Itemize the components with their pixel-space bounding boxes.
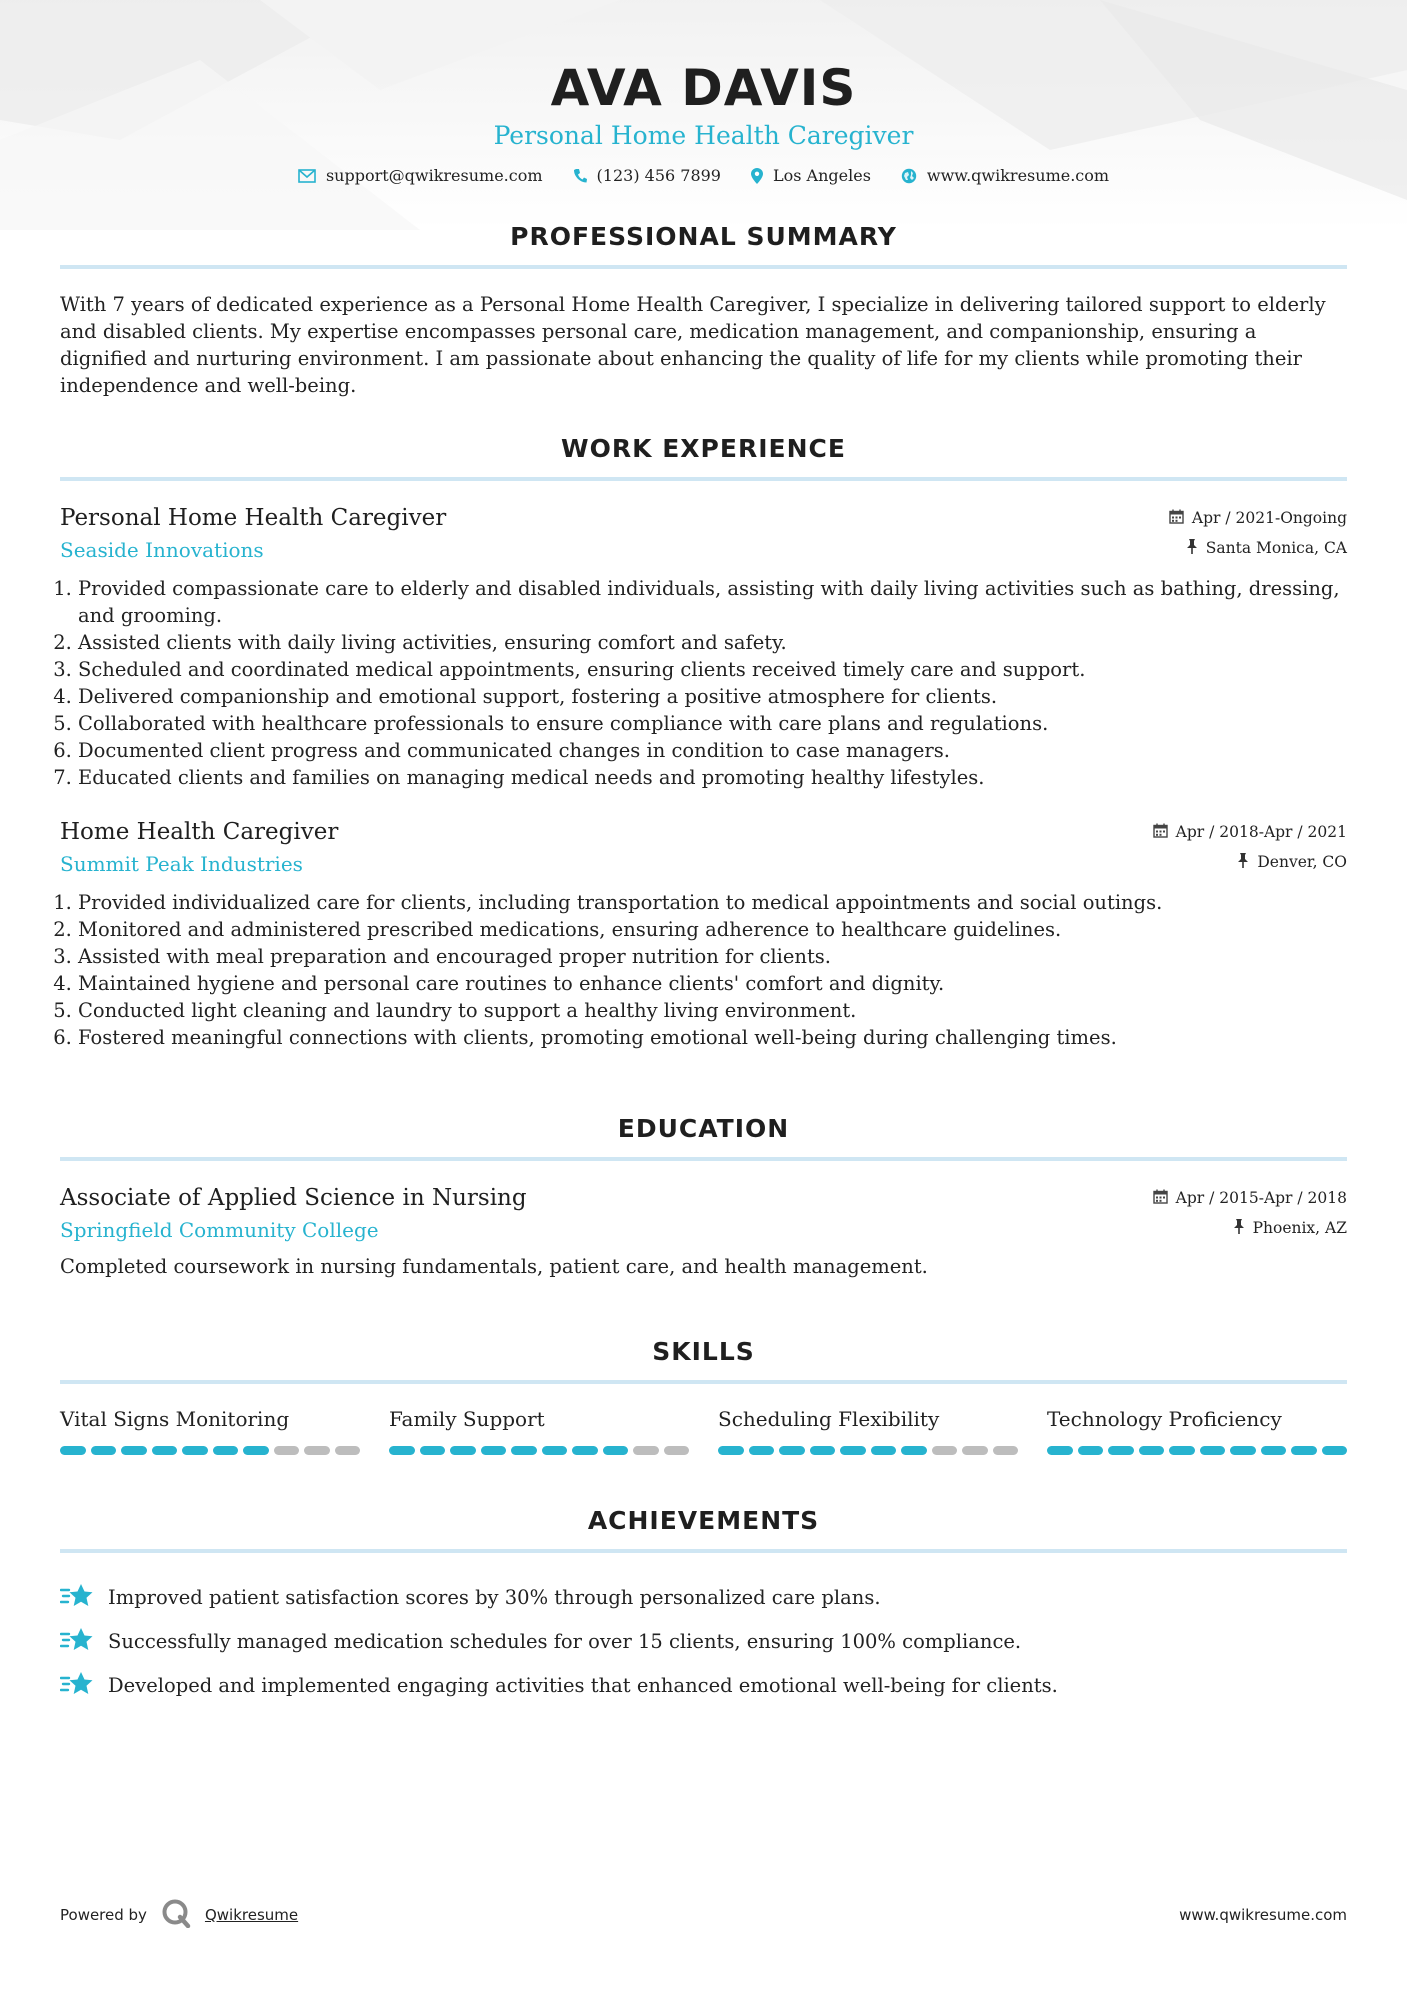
skill-segment-empty — [993, 1446, 1019, 1455]
skill-segment-filled — [243, 1446, 269, 1455]
star-icon — [60, 1582, 94, 1613]
list-item: 7. Educated clients and families on managing medical needs and promoting healthy lifestyles. — [78, 764, 1347, 791]
skill-level-bar — [718, 1446, 1018, 1455]
skill-segment-filled — [779, 1446, 805, 1455]
achievement-text: Improved patient satisfaction scores by 30% through personalized care plans. — [108, 1585, 881, 1609]
skill-segment-filled — [1108, 1446, 1134, 1455]
skill-item — [389, 1404, 689, 1455]
skill-segment-filled — [901, 1446, 927, 1455]
list-item: 3. Assisted with meal preparation and encouraged proper nutrition for clients. — [78, 943, 1347, 970]
school-name: Springfield Community College — [60, 1218, 379, 1242]
contact-location — [751, 166, 871, 185]
contact-bar — [60, 166, 1347, 185]
skill-segment-filled — [481, 1446, 507, 1455]
achievements-section — [60, 1505, 1347, 1707]
job-title: Home Health Caregiver — [60, 819, 339, 845]
skill-segment-filled — [1169, 1446, 1195, 1455]
section-divider — [60, 1157, 1347, 1161]
phone-text: (123) 456 7899 — [596, 166, 721, 185]
skill-segment-filled — [182, 1446, 208, 1455]
website-text: www.qwikresume.com — [926, 166, 1110, 185]
skills-grid — [60, 1404, 1347, 1455]
list-item: 1. Provided compassionate care to elderly and disabled individuals, assisting with daily living activities such as bathing, dressing, and grooming. — [78, 575, 1347, 629]
skill-segment-filled — [1047, 1446, 1073, 1455]
achievements-list — [60, 1575, 1347, 1707]
skill-name: Vital Signs Monitoring — [60, 1407, 290, 1431]
section-divider — [60, 1380, 1347, 1384]
envelope-icon — [298, 169, 316, 183]
achievements-heading: ACHIEVEMENTS — [587, 1506, 820, 1535]
achievement-text: Successfully managed medication schedules for over 15 clients, ensuring 100% compliance. — [108, 1629, 1022, 1653]
education-entry — [60, 1183, 1347, 1280]
job-responsibilities — [60, 575, 1347, 791]
skill-segment-filled — [749, 1446, 775, 1455]
skill-segment-filled — [420, 1446, 446, 1455]
skill-segment-filled — [511, 1446, 537, 1455]
skill-segment-filled — [718, 1446, 744, 1455]
star-icon — [60, 1670, 94, 1701]
calendar-icon — [1153, 823, 1168, 842]
pushpin-icon — [1237, 853, 1249, 872]
degree-title: Associate of Applied Science in Nursing — [60, 1185, 527, 1211]
skill-segment-empty — [335, 1446, 361, 1455]
pushpin-icon — [1186, 539, 1198, 558]
contact-phone[interactable] — [573, 166, 721, 185]
skill-segment-filled — [121, 1446, 147, 1455]
skill-item — [1047, 1404, 1347, 1455]
list-item: 5. Conducted light cleaning and laundry to support a healthy living environment. — [78, 997, 1347, 1024]
calendar-icon — [1169, 509, 1184, 528]
summary-text: With 7 years of dedicated experience as a Personal Home Health Caregiver, I specialize in delivering tailored support to elderly and disabled clients. My expertise encompasses personal care, medication management, and companionship, ensuring a dignified and nurturing environment. I am passionate about enhancing the quality of life for my clients while promoting their independence and well-being. — [60, 293, 1326, 397]
list-item — [60, 1575, 1347, 1619]
skill-item — [718, 1404, 1018, 1455]
list-item: 6. Documented client progress and communicated changes in condition to case managers. — [78, 737, 1347, 764]
education-section — [60, 1113, 1347, 1280]
skill-level-bar — [60, 1446, 360, 1455]
page-footer — [60, 1898, 1347, 1932]
skill-segment-filled — [1291, 1446, 1317, 1455]
skills-section — [60, 1336, 1347, 1455]
map-pin-icon — [751, 168, 763, 184]
skill-segment-filled — [91, 1446, 117, 1455]
skill-segment-filled — [1078, 1446, 1104, 1455]
star-icon — [60, 1626, 94, 1657]
resume-header — [60, 0, 1347, 185]
education-description: Completed coursework in nursing fundamentals, patient care, and health management. — [60, 1255, 928, 1278]
list-item: 2. Monitored and administered prescribed medications, ensuring adherence to healthcare guidelines. — [78, 916, 1347, 943]
job-responsibilities — [60, 889, 1347, 1051]
skill-name: Scheduling Flexibility — [718, 1407, 940, 1431]
skill-segment-filled — [389, 1446, 415, 1455]
skill-segment-filled — [1230, 1446, 1256, 1455]
list-item: 2. Assisted clients with daily living activities, ensuring comfort and safety. — [78, 629, 1347, 656]
list-item: 4. Delivered companionship and emotional support, fostering a positive atmosphere for clients. — [78, 683, 1347, 710]
experience-heading: WORK EXPERIENCE — [561, 434, 846, 463]
job-title: Personal Home Health Caregiver — [60, 505, 447, 531]
skill-segment-filled — [1139, 1446, 1165, 1455]
skill-item — [60, 1404, 360, 1455]
email-text: support@qwikresume.com — [325, 166, 543, 185]
skill-level-bar — [1047, 1446, 1347, 1455]
job-entry — [60, 503, 1347, 791]
contact-email[interactable] — [298, 166, 543, 185]
skill-segment-empty — [274, 1446, 300, 1455]
list-item: 6. Fostered meaningful connections with clients, promoting emotional well-being during challenging times. — [78, 1024, 1347, 1051]
skills-heading: SKILLS — [652, 1337, 755, 1366]
job-dates: Apr / 2018-Apr / 2021 — [1175, 823, 1347, 841]
summary-section — [60, 221, 1347, 399]
skill-name: Family Support — [389, 1407, 545, 1431]
education-location: Phoenix, AZ — [1252, 1219, 1347, 1237]
job-location: Denver, CO — [1257, 853, 1347, 871]
skill-segment-empty — [962, 1446, 988, 1455]
skill-segment-filled — [603, 1446, 629, 1455]
skill-segment-filled — [871, 1446, 897, 1455]
footer-website-link[interactable]: www.qwikresume.com — [1179, 1906, 1347, 1924]
location-text: Los Angeles — [772, 166, 871, 185]
experience-section — [60, 433, 1347, 1051]
skill-segment-filled — [152, 1446, 178, 1455]
skill-segment-empty — [932, 1446, 958, 1455]
education-dates: Apr / 2015-Apr / 2018 — [1175, 1189, 1347, 1207]
list-item: 5. Collaborated with healthcare professionals to ensure compliance with care plans and regulations. — [78, 710, 1347, 737]
skill-segment-filled — [572, 1446, 598, 1455]
education-heading: EDUCATION — [617, 1114, 790, 1143]
list-item — [60, 1619, 1347, 1663]
section-divider — [60, 265, 1347, 269]
skill-segment-filled — [1261, 1446, 1287, 1455]
skill-segment-filled — [810, 1446, 836, 1455]
pushpin-icon — [1233, 1219, 1245, 1238]
skill-segment-filled — [450, 1446, 476, 1455]
brand-link[interactable]: Qwikresume — [204, 1906, 299, 1924]
skill-segment-filled — [840, 1446, 866, 1455]
qwikresume-logo-icon — [161, 1898, 191, 1932]
contact-website[interactable] — [901, 166, 1109, 185]
skill-segment-filled — [542, 1446, 568, 1455]
candidate-title: Personal Home Health Caregiver — [493, 121, 914, 150]
globe-icon — [901, 168, 917, 184]
summary-heading: PROFESSIONAL SUMMARY — [510, 222, 897, 251]
skill-segment-filled — [1322, 1446, 1348, 1455]
company-name: Seaside Innovations — [60, 538, 264, 562]
list-item: 3. Scheduled and coordinated medical appointments, ensuring clients received timely care and support. — [78, 656, 1347, 683]
skill-segment-filled — [213, 1446, 239, 1455]
skill-segment-empty — [633, 1446, 659, 1455]
list-item: 1. Provided individualized care for clients, including transportation to medical appointments and social outings. — [78, 889, 1347, 916]
section-divider — [60, 1549, 1347, 1553]
skill-segment-filled — [60, 1446, 86, 1455]
skill-level-bar — [389, 1446, 689, 1455]
skill-segment-empty — [664, 1446, 690, 1455]
job-location: Santa Monica, CA — [1205, 539, 1347, 557]
list-item: 4. Maintained hygiene and personal care routines to enhance clients' comfort and dignity. — [78, 970, 1347, 997]
powered-by-label: Powered by — [60, 1906, 147, 1924]
phone-icon — [573, 168, 587, 184]
job-dates: Apr / 2021-Ongoing — [1191, 509, 1347, 527]
skill-segment-empty — [304, 1446, 330, 1455]
company-name: Summit Peak Industries — [60, 852, 303, 876]
list-item — [60, 1663, 1347, 1707]
candidate-name: AVA DAVIS — [550, 59, 857, 117]
section-divider — [60, 477, 1347, 481]
skill-name: Technology Proficiency — [1047, 1407, 1282, 1431]
achievement-text: Developed and implemented engaging activities that enhanced emotional well-being for clients. — [108, 1673, 1058, 1697]
job-entry — [60, 817, 1347, 1051]
calendar-icon — [1153, 1189, 1168, 1208]
skill-segment-filled — [1200, 1446, 1226, 1455]
